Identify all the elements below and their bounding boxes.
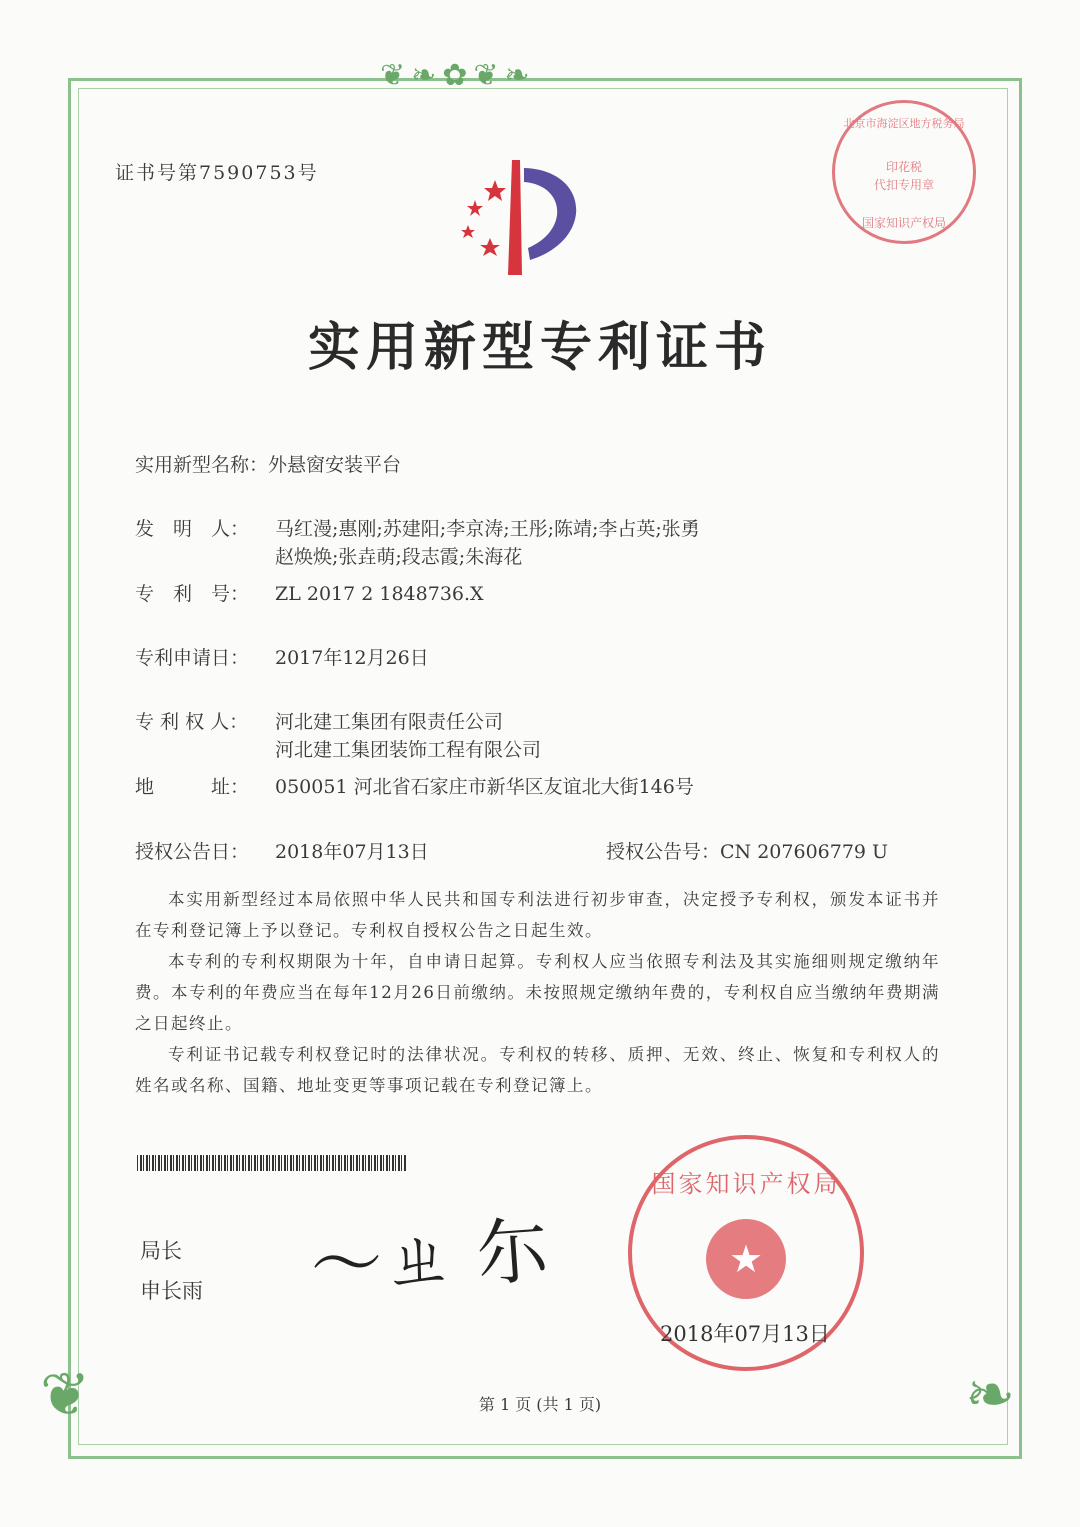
field-value: 外悬窗安装平台 [268, 454, 402, 476]
field-grant-date [135, 837, 429, 864]
barcode [137, 1155, 407, 1171]
field-inventors [135, 514, 700, 541]
top-ornament-icon: ❦❧✿❦❧ [380, 58, 536, 93]
page-footer: 第 1 页 (共 1 页) [478, 1395, 602, 1414]
certificate-body-text [135, 884, 940, 1101]
field-label: 专 利 权 人： [135, 711, 249, 733]
field-label: 授权公告号： [606, 841, 721, 863]
field-label: 专利申请日： [135, 647, 250, 669]
director-signature: 〜ㄓ 尓 [307, 1207, 552, 1309]
field-application-date [135, 643, 429, 670]
body-paragraph: 本实用新型经过本局依照中华人民共和国专利法进行初步审查，决定授予专利权，颁发本证书并在专利登记簿上予以登记。专利权自授权公告之日起生效。 [135, 890, 940, 940]
field-value: 河北建工集团有限责任公司 [275, 711, 504, 733]
tax-stamp-bottom-text: 国家知识产权局 [861, 216, 946, 230]
tax-stamp-center-text: 代扣专用章 [873, 178, 934, 192]
director-title: 局长 [140, 1239, 182, 1263]
field-value: ZL 2017 2 1848736.X [275, 583, 484, 605]
body-paragraph: 专利证书记载专利权登记时的法律状况。专利权的转移、质押、无效、终止、恢复和专利权人的姓名或名称、国籍、地址变更等事项记载在专利登记簿上。 [135, 1045, 940, 1095]
certificate-number: 证书号第7590753号 [115, 162, 319, 184]
field-announcement-number [606, 837, 888, 864]
patent-office-logo-icon [450, 150, 610, 280]
page-title: 实用新型专利证书 [307, 317, 772, 378]
field-value: 050051 河北省石家庄市新华区友谊北大街146号 [275, 776, 694, 798]
field-value: 马红漫;惠刚;苏建阳;李京涛;王彤;陈靖;李占英;张勇 [275, 518, 700, 540]
field-value-continued: 赵焕焕;张垚萌;段志霞;朱海花 [275, 546, 523, 568]
field-label: 发 明 人： [135, 518, 250, 540]
seal-text: 国家知识产权局 [651, 1170, 841, 1198]
seal-date: 2018年07月13日 [660, 1322, 830, 1346]
tax-stamp [832, 100, 976, 244]
field-label: 地 址： [135, 776, 250, 798]
field-value-continued: 河北建工集团装饰工程有限公司 [275, 739, 542, 761]
field-value: 2017年12月26日 [275, 647, 429, 669]
field-name [135, 450, 401, 477]
tax-stamp-center-text: 印花税 [885, 160, 922, 174]
national-emblem-icon: ★ [706, 1219, 786, 1299]
corner-ornament-icon: ❦ [40, 1360, 91, 1430]
tax-stamp-ring-text: 北京市海淀区地方税务局 [843, 117, 965, 130]
field-address [135, 772, 694, 799]
corner-ornament-icon: ❧ [965, 1360, 1016, 1430]
body-paragraph: 本专利的专利权期限为十年，自申请日起算。专利权人应当依照专利法及其实施细则规定缴纳年费。本专利的年费应当在每年12月26日前缴纳。未按照规定缴纳年费的，专利权自应当缴纳年费期满之日起终止。 [135, 952, 940, 1033]
field-label: 授权公告日： [135, 841, 250, 863]
field-patentee [135, 707, 503, 734]
field-label: 专 利 号： [135, 583, 250, 605]
field-patent-number [135, 579, 484, 606]
field-label: 实用新型名称： [135, 454, 269, 476]
director-name: 申长雨 [140, 1279, 203, 1303]
field-value: CN 207606779 U [720, 841, 889, 863]
field-value: 2018年07月13日 [275, 841, 429, 863]
